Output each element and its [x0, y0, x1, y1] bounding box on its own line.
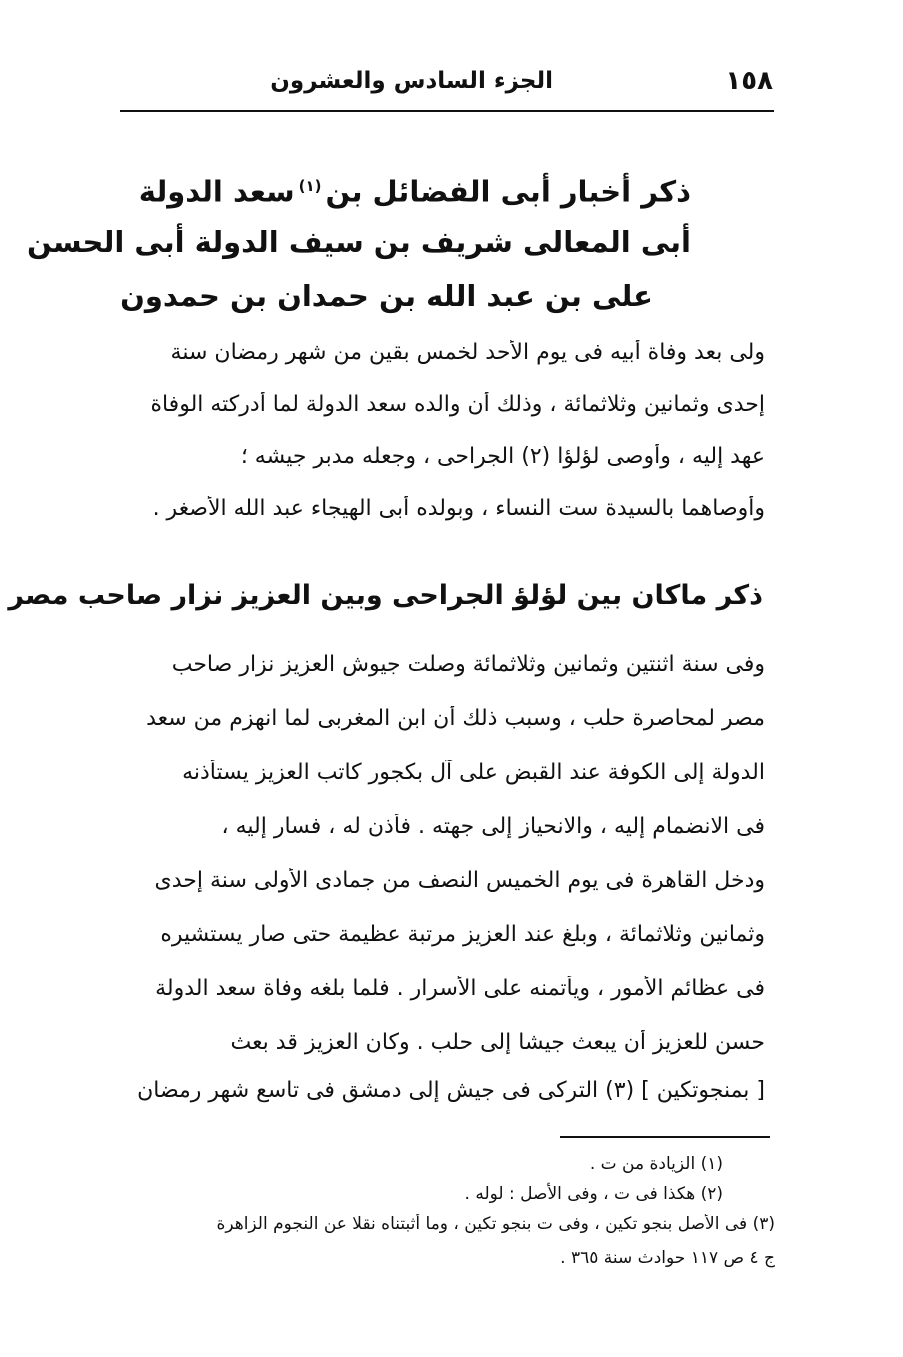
section2-line: فى الانضمام إليه ، والانحياز إلى جهته . فأذن له ، فسار إليه ،: [221, 814, 765, 839]
section2-line: فى عظائم الأمور ، ويأتمنه على الأسرار . فلما بلغه وفاة سعد الدولة: [155, 976, 765, 1001]
footnote-3-continued: ج ٤ ص ١١٧ حوادث سنة ٣٦٥ .: [560, 1248, 775, 1268]
section2-line: مصر لمحاصرة حلب ، وسبب ذلك أن ابن المغربى لما انهزم من سعد: [146, 706, 765, 731]
page-header: [118, 62, 773, 102]
section1-title-line2: أبى المعالى شريف بن سيف الدولة أبى الحسن: [26, 225, 691, 259]
section1-title-part-a: ذكر أخبار أبى الفضائل بن: [325, 174, 691, 209]
page-number: ١٥٨: [725, 66, 773, 96]
section1-line: ولى بعد وفاة أبيه فى يوم الأحد لخمس بقين من شهر رمضان سنة: [170, 340, 765, 365]
footnote-1: (١) الزيادة من ت .: [589, 1154, 723, 1174]
section1-line: وأوصاهما بالسيدة ست النساء ، وبولده أبى الهيجاء عبد الله الأصغر .: [152, 496, 765, 521]
section1-paragraph: [130, 340, 765, 550]
section1-line: إحدى وثمانين وثلاثمائة ، وذلك أن والده سعد الدولة لما أدركته الوفاة: [150, 392, 765, 417]
section2-line: وثمانين وثلاثمائة ، وبلغ عند العزيز مرتبة عظيمة حتى صار يستشيره: [160, 922, 765, 947]
section2-line: وفى سنة اثنتين وثمانين وثلاثمائة وصلت جيوش العزيز نزار صاحب: [171, 652, 765, 677]
section1-line: عهد إليه ، وأوصى لؤلؤا (٢) الجراحى ، وجعله مدبر جيشه ؛: [240, 444, 765, 469]
running-head: الجزء السادس والعشرون: [270, 68, 553, 94]
footnote-rule: [560, 1136, 770, 1138]
section1-title-line3: على بن عبد الله بن حمدان بن حمدون: [120, 279, 653, 313]
section1-title-ref: (١): [298, 177, 322, 195]
footnote-3: (٣) فى الأصل بنجو تكين ، وفى ت بنجو تكين ، وما أثبتناه نقلا عن النجوم الزاهرة: [216, 1214, 775, 1234]
section2-line: حسن للعزيز أن يبعث جيشا إلى حلب . وكان العزيز قد بعث: [230, 1030, 765, 1055]
footnote-2: (٢) هكذا فى ت ، وفى الأصل : لوله .: [464, 1184, 723, 1204]
section2-title: ذكر ماكان بين لؤلؤ الجراحى وبين العزيز نزار صاحب مصر: [8, 580, 763, 611]
section1-title-line1: [139, 158, 691, 220]
section2-line: [ بمنجوتكين ] (٣) التركى فى جيش إلى دمشق فى تاسع شهر رمضان: [137, 1078, 765, 1103]
section2-line: الدولة إلى الكوفة عند القبض على آل بكجور كاتب العزيز يستأذنه: [182, 760, 765, 785]
section1-title-part-b: سعد الدولة: [138, 174, 295, 209]
section2-paragraph: [130, 652, 765, 1112]
header-rule: [120, 110, 774, 112]
section2-line: ودخل القاهرة فى يوم الخميس النصف من جمادى الأولى سنة إحدى: [154, 868, 765, 893]
